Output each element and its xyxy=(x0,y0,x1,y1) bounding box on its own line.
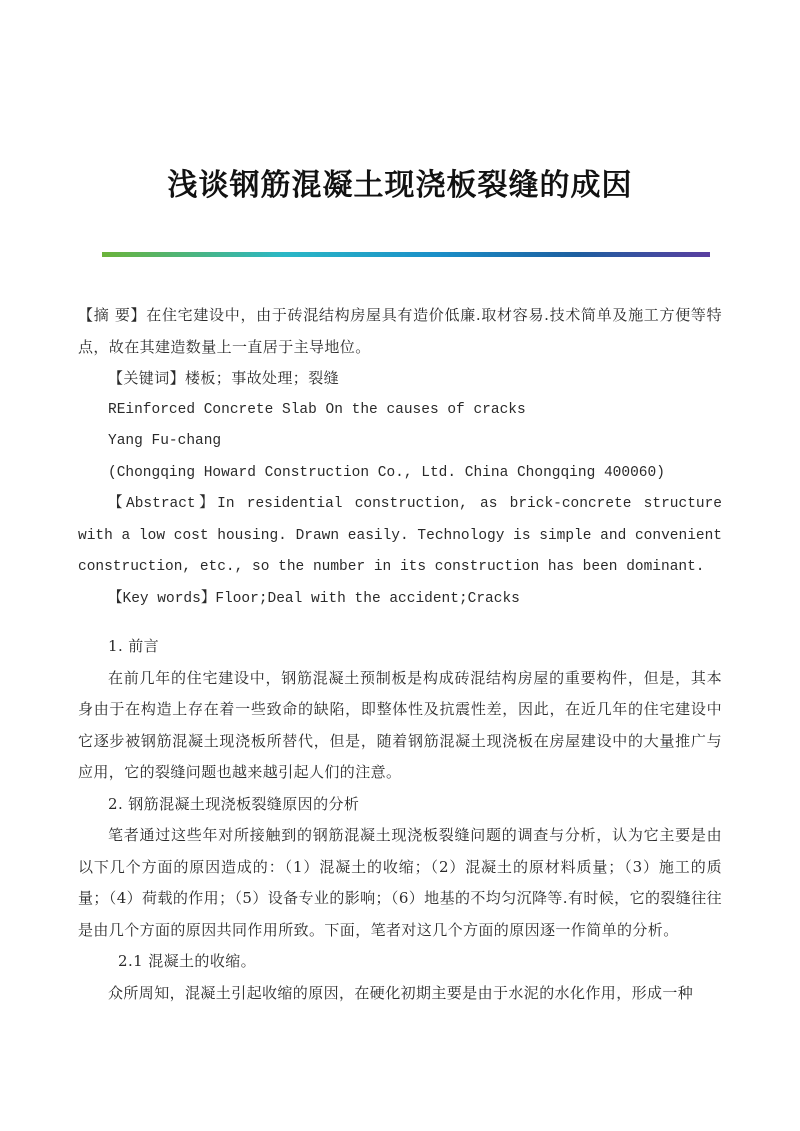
spacer xyxy=(78,615,722,631)
section-paragraph: 在前几年的住宅建设中，钢筋混凝土预制板是构成砖混结构房屋的重要构件，但是，其本身由于在构造上存在着一些致命的缺陷，即整体性及抗震性差，因此，在近几年的住宅建设中它逐步被钢筋混凝土现浇板所替代，但是，随着钢筋混凝土现浇板在房屋建设中的大量推广与应用，它的裂缝问题也越来越引起人们的注意。 xyxy=(78,668,722,781)
english-affiliation: (Chongqing Howard Construction Co., Ltd. China Chongqing 400060) xyxy=(108,464,665,481)
english-title: REinforced Concrete Slab On the causes of cracks xyxy=(108,401,526,418)
section-heading: 2. 钢筋混凝土现浇板裂缝原因的分析 xyxy=(108,794,360,813)
keywords-en: 【Key words】Floor;Deal with the accident;Cracks xyxy=(108,590,520,607)
document-body xyxy=(78,300,722,1009)
subsection-heading: 2.1 混凝土的收缩。 xyxy=(118,952,257,970)
keywords-cn: 【关键词】楼板；事故处理；裂缝 xyxy=(108,369,340,387)
section-heading: 1. 前言 xyxy=(108,637,160,655)
abstract-cn: 【摘 要】在住宅建设中，由于砖混结构房屋具有造价低廉.取材容易.技术简单及施工方便等特点，故在其建造数量上一直居于主导地位。 xyxy=(78,306,722,356)
section-paragraph: 众所周知，混凝土引起收缩的原因，在硬化初期主要是由于水泥的水化作用，形成一种 xyxy=(108,983,694,1002)
abstract-en: 【Abstract】In residential construction, as brick-concrete structure with a low cost housing. Drawn easily. Technology is simple and convenient construction, etc., so the number in its construction has been dominant. xyxy=(78,496,722,575)
title-gradient-divider xyxy=(102,252,710,257)
document-title: 浅谈钢筋混凝土现浇板裂缝的成因 xyxy=(167,168,633,203)
section-paragraph: 笔者通过这些年对所接触到的钢筋混凝土现浇板裂缝问题的调查与分析，认为它主要是由以下几个方面的原因造成的：（1）混凝土的收缩；（2）混凝土的原材料质量；（3）施工的质量；（4）荷载的作用；（5）设备专业的影响；（6）地基的不均匀沉降等.有时候，它的裂缝往往是由几个方面的原因共同作用所致。下面，笔者对这几个方面的原因逐一作简单的分析。 xyxy=(78,826,722,939)
english-author: Yang Fu-chang xyxy=(108,433,222,449)
